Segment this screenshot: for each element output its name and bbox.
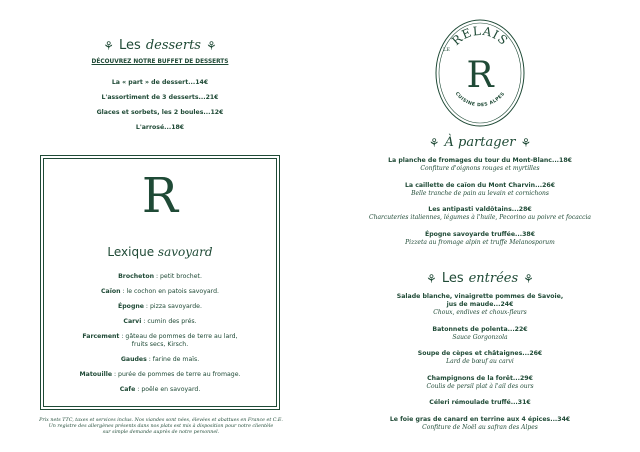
menu-item-description: Coulis de persil plat à l'ail des ours	[426, 382, 534, 390]
menu-item	[320, 182, 640, 198]
desserts-subtitle: DÉCOUVREZ NOTRE BUFFET DE DESSERTS	[91, 59, 229, 65]
menu-item	[320, 375, 640, 391]
menu-item-name: Épogne savoyarde truffée...38€	[424, 230, 536, 238]
lexique-entry	[75, 356, 245, 364]
lexique-title	[41, 245, 279, 259]
menu-item	[320, 293, 640, 317]
partager-title-text: À partager	[444, 135, 516, 150]
menu-item-name: Le foie gras de canard en terrine aux 4 épices...34€	[389, 416, 571, 423]
leaf-sprig-icon: ⚘	[426, 272, 437, 286]
entrees-list	[320, 293, 640, 432]
lexique-term: Farcement	[82, 333, 120, 340]
lexique-title-word: Lexique	[107, 245, 155, 259]
menu-item-description: Pizzeta au fromage alpin et truffe Melanosporum	[405, 238, 555, 246]
leaf-sprig-icon: ⚘	[205, 39, 217, 53]
lexique-entry	[75, 371, 245, 379]
footer-line: Prix nets TTC, taxes et services inclus. Nos viandes sont nées, élevées et abattues en France et C.E.	[39, 418, 283, 423]
lexique-definition: : le cochon en patois savoyard.	[120, 288, 219, 295]
lexique-title-italic: savoyard	[157, 245, 213, 259]
lexique-term: Matouille	[79, 371, 113, 378]
partager-title	[320, 135, 640, 151]
lexique-term: Caïon	[101, 288, 121, 295]
logo-letter: R	[466, 55, 494, 96]
lexique-term: Carvi	[123, 318, 142, 325]
menu-item	[320, 350, 640, 366]
lexique-entry	[75, 303, 245, 311]
entrees-title-word: Les	[441, 271, 464, 286]
right-page	[320, 0, 640, 452]
leaf-sprig-icon: ⚘	[103, 39, 115, 53]
desserts-title	[0, 38, 320, 54]
menu-item-description: Confiture d'oignons rouges et myrtilles	[420, 165, 540, 172]
menu-item	[320, 206, 640, 222]
lexique-entry	[75, 318, 245, 326]
entrees-title	[320, 271, 640, 287]
menu-item-description: Belle tranche de pain au levain et cornichons	[411, 189, 549, 197]
lexique-entry	[75, 333, 245, 349]
leaf-sprig-icon: ⚘	[428, 136, 440, 150]
lexique-logo-letter: R	[141, 168, 179, 224]
menu-item-name: Soupe de cèpes et châtaignes...26€	[417, 350, 543, 357]
dessert-item: La « part » de dessert...14€	[111, 79, 209, 86]
menu-item	[320, 416, 640, 432]
desserts-list	[0, 79, 320, 132]
leaf-sprig-icon: ⚘	[520, 136, 532, 150]
logo-prefix: LE	[443, 47, 450, 53]
dessert-item: L'assortiment de 3 desserts...21€	[101, 94, 219, 101]
lexique-definition: : petit brochet.	[153, 273, 202, 280]
lexique-entry	[75, 273, 245, 281]
lexique-definition: : purée de pommes de terre au fromage.	[112, 371, 241, 378]
lexique-definition: : farine de maïs.	[146, 356, 200, 363]
logo-top-textpath: RELAIS	[449, 23, 511, 49]
desserts-title-italic: desserts	[145, 38, 201, 53]
menu-item-description: Charcuteries italiennes, légumes à l'huile, Pecorino au poivre et focaccia	[368, 214, 592, 221]
menu-item-name: Céleri rémoulade truffé...31€	[429, 399, 531, 406]
lexique-definition: : cumin des prés.	[141, 318, 197, 325]
menu-item-name: Champignons de la forêt...29€	[427, 374, 533, 382]
lexique-term: Gaudes	[120, 356, 147, 363]
menu-item	[320, 231, 640, 247]
entrees-title-italic: entrées	[468, 271, 519, 286]
leaf-sprig-icon: ⚘	[523, 272, 534, 286]
menu-item-name: Les antipasti valdôtains...28€	[428, 206, 532, 213]
menu-item	[320, 157, 640, 173]
relais-logo	[433, 17, 527, 129]
logo-bottom-textpath: CUISINE DES ALPES	[453, 91, 507, 109]
dessert-item: L'arrosé...18€	[135, 124, 185, 131]
lexique-term: Épogne	[118, 303, 144, 310]
lexique-term: Brocheton	[118, 273, 154, 280]
menu-item	[320, 399, 640, 407]
logo-top-text	[449, 24, 511, 48]
menu-item-description: Lard de bœuf au carvi	[446, 358, 514, 365]
dessert-item: Glaces et sorbets, les 2 boules...12€	[96, 109, 224, 116]
menu-item-name-line2: jus de maude...24€	[446, 301, 514, 308]
menu-item-description: Confiture de Noël au safran des Alpes	[422, 424, 538, 431]
footer-line: sur simple demande auprès de notre personnel.	[102, 429, 220, 435]
lexique-entry	[75, 386, 245, 394]
lexique-list	[75, 273, 245, 401]
lexique-definition: : gâteau de pommes de terre au lard, fruits secs, Kirsch.	[119, 333, 238, 348]
partager-list	[320, 157, 640, 246]
lexique-frame	[40, 155, 280, 410]
menu-item-description: Choux, endives et choux-fleurs	[433, 309, 527, 316]
lexique-definition: : pizza savoyarde.	[143, 303, 202, 310]
desserts-title-word: Les	[119, 38, 141, 53]
menu-item-name: Salade blanche, vinaigrette pommes de Savoie,	[396, 293, 564, 300]
footer-line: Un registre des allergènes présents dans nos plats est mis à disposition pour notre clientèle	[48, 423, 274, 429]
menu-item-name: La planche de fromages du tour du Mont-Blanc...18€	[388, 157, 572, 164]
menu-item-name: La caillette de caïon du Mont Charvin...26€	[404, 181, 556, 189]
lexique-definition: : poêle en savoyard.	[135, 386, 201, 393]
menu-item-description: Sauce Gorgonzola	[452, 333, 508, 341]
lexique-entry	[75, 288, 245, 296]
menu-item	[320, 326, 640, 342]
lexique-term: Cafe	[119, 386, 136, 393]
legal-footer	[36, 418, 286, 435]
menu-item-name: Batonnets de polenta...22€	[432, 325, 528, 333]
